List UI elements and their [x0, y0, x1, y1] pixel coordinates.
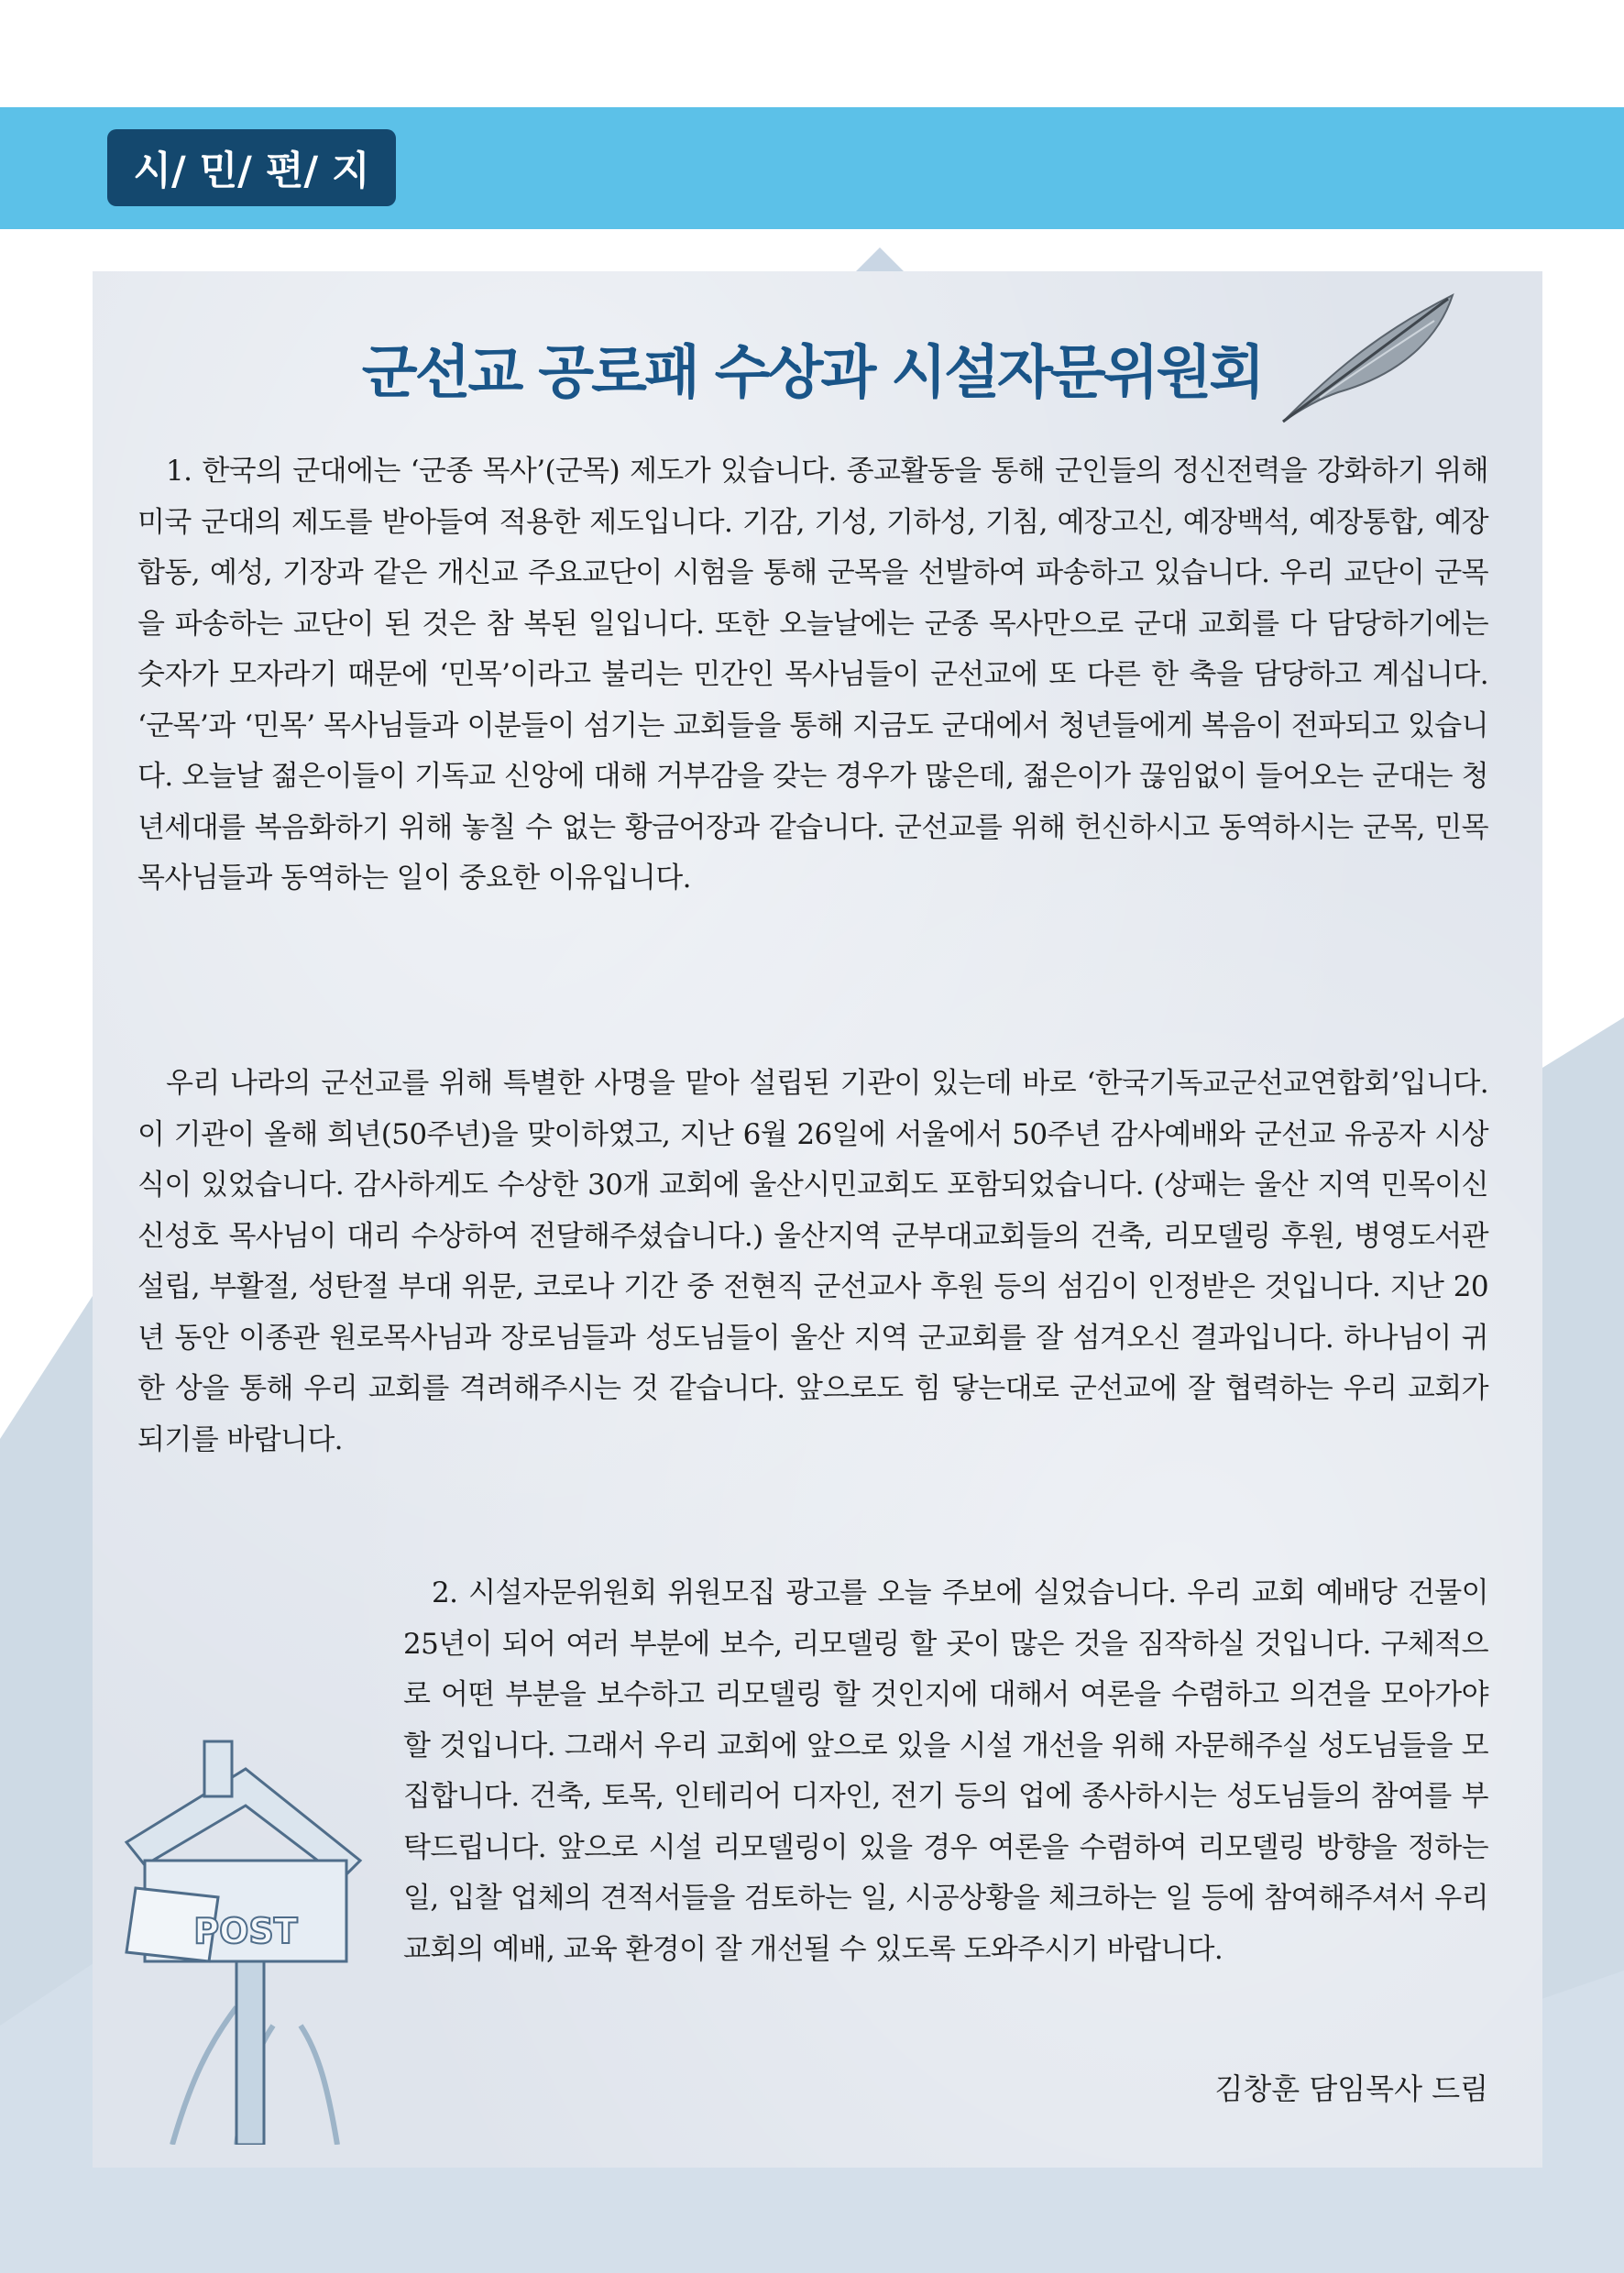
- paragraph-2: 우리 나라의 군선교를 위해 특별한 사명을 맡아 설립된 기관이 있는데 바로 ‘한국기독교군선교연합회’입니다. 이 기관이 올해 희년(50주년)을 맞이하였고, 지난 6월 26일에 서울에서 50주년 감사예배와 군선교 유공자 시상식이 있었습니다. 감사하게도 수상한 30개 교회에 울산시민교회도 포함되었습니다. (상패는 울산 지역 민목이신 신성호 목사님이 대리 수상하여 전달해주셨습니다.) 울산지역 군부대교회들의 건축, 리모델링 후원, 병영도서관 설립, 부활절, 성탄절 부대 위문, 코로나 기간 중 전현직 군선교사 후원 등의 섬김이 인정받은 것입니다. 지난 20년 동안 이종관 원로목사님과 장로님들과 성도님들이 울산 지역 군교회를 잘 섬겨오신 결과입니다. 하나님이 귀한 상을 통해 우리 교회를 격려해주시는 것 같습니다. 앞으로도 힘 닿는대로 군선교에 잘 협력하는 우리 교회가 되기를 바랍니다.: [137, 1067, 1488, 1456]
- section-label: 시/ 민/ 편/ 지: [107, 129, 396, 206]
- mailbox-illustration: [108, 1732, 383, 2145]
- paragraph-3-text: 2. 시설자문위원회 위원모집 광고를 오늘 주보에 실었습니다. 우리 교회 예배당 건물이 25년이 되어 여러 부분에 보수, 리모델링 할 곳이 많은 것을 짐작하실 것입니다. 구체적으로 어떤 부분을 보수하고 리모델링 할 것인지에 대해서 여론을 수렴하고 의견을 모아가야 할 것입니다. 그래서 우리 교회에 앞으로 있을 시설 개선을 위해 자문해주실 성도님들을 모집합니다. 건축, 토목, 인테리어 디자인, 전기 등의 업에 종사하시는 성도님들의 참여를 부탁드립니다. 앞으로 시설 리모델링이 있을 경우 여론을 수렴하여 리모델링 방향을 정하는 일, 입찰 업체의 견적서들을 검토하는 일, 시공상황을 체크하는 일 등에 참여해주셔서 우리 교회의 예배, 교육 환경이 잘 개선될 수 있도록 도와주시기 바랍니다.: [403, 1576, 1488, 1966]
- signature: 김창훈 담임목사 드림: [1214, 2071, 1488, 2106]
- article-title: 군선교 공로패 수상과 시설자문위원회: [361, 339, 1263, 406]
- paragraph-1: 1. 한국의 군대에는 ‘군종 목사’(군목) 제도가 있습니다. 종교활동을 통해 군인들의 정신전력을 강화하기 위해 미국 군대의 제도를 받아들여 적용한 제도입니다. 기감, 기성, 기하성, 기침, 예장고신, 예장백석, 예장통합, 예장합동, 예성, 기장과 같은 개신교 주요교단이 시험을 통해 군목을 선발하여 파송하고 있습니다. 우리 교단이 군목을 파송하는 교단이 된 것은 참 복된 일입니다. 또한 오늘날에는 군종 목사만으로 군대 교회를 다 담당하기에는 숫자가 모자라기 때문에 ‘민목’이라고 불리는 민간인 목사님들이 군선교에 또 다른 한 축을 담당하고 계십니다. ‘군목’과 ‘민목’ 목사님들과 이분들이 섬기는 교회들을 통해 지금도 군대에서 청년들에게 복음이 전파되고 있습니다. 오늘날 젊은이들이 기독교 신앙에 대해 거부감을 갖는 경우가 많은데, 젊은이가 끊임없이 들어오는 군대는 청년세대를 복음화하기 위해 놓칠 수 없는 황금어장과 같습니다. 군선교를 위해 헌신하시고 동역하시는 군목, 민목 목사님들과 동역하는 일이 중요한 이유입니다.: [137, 455, 1488, 895]
- post-sign: POST: [193, 1911, 298, 1951]
